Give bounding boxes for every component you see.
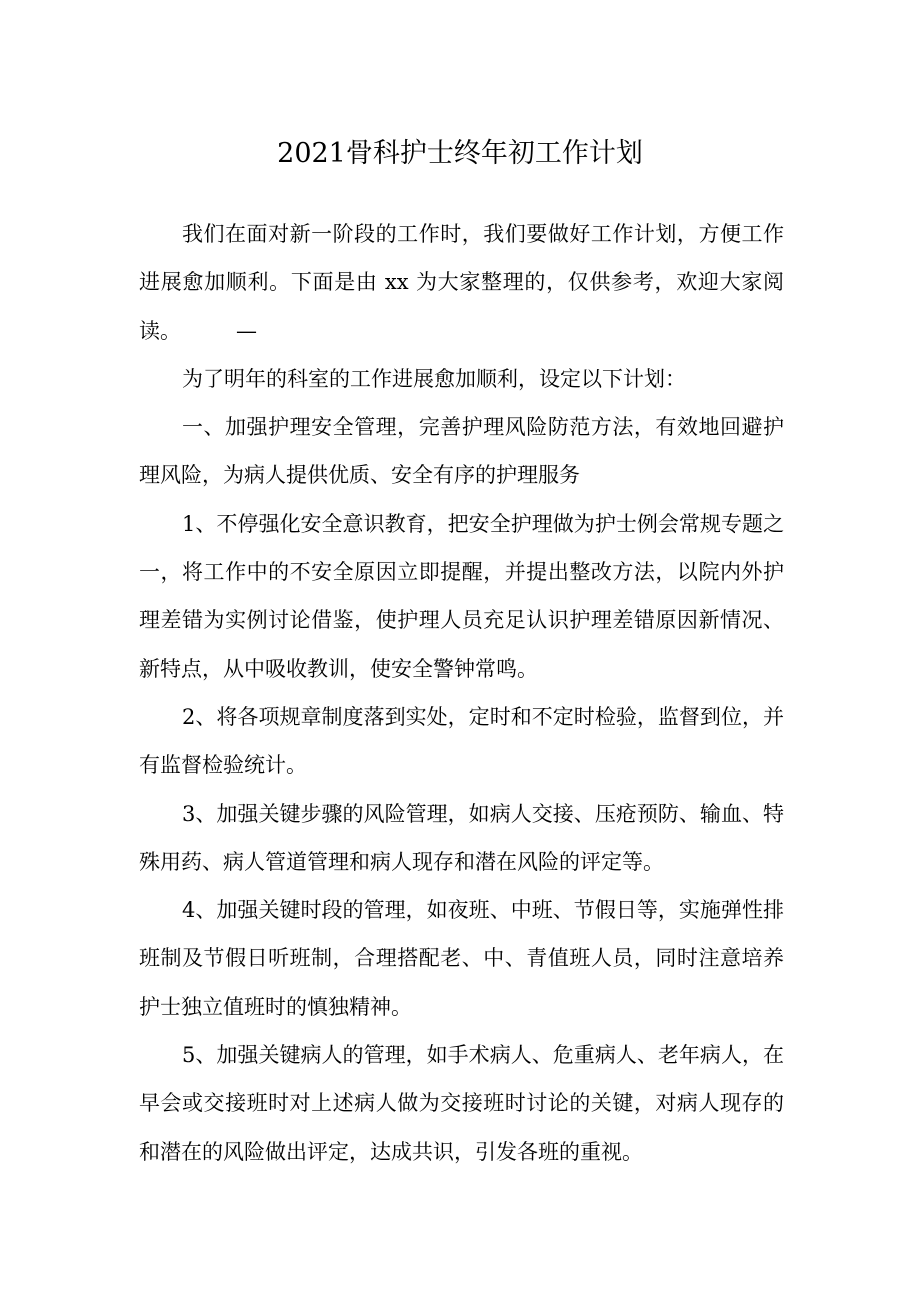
intro-paragraph <box>139 210 784 355</box>
paragraph-item-3: 3、加强关键步骤的风险管理，如病人交接、压疮预防、输血、特殊用药、病人管道管理和病人现存和潜在风险的评定等。 <box>139 801 784 874</box>
document-title: 2021骨科护士终年初工作计划 <box>277 138 643 170</box>
paragraph-section-1: 一、加强护理安全管理，完善护理风险防范方法，有效地回避护理风险，为病人提供优质、安全有序的护理服务 <box>139 415 784 488</box>
paragraph-item-5: 5、加强关键病人的管理，如手术病人、危重病人、老年病人，在早会或交接班时对上述病人做为交接班时讨论的关键，对病人现存的和潜在的风险做出评定，达成共识，引发各班的重视。 <box>139 1043 784 1164</box>
paragraph-item-1: 1、不停强化安全意识教育，把安全护理做为护士例会常规专题之一，将工作中的不安全原因立即提醒，并提出整改方法，以院内外护理差错为实例讨论借鉴，使护理人员充足认识护理差错原因新情况、新特点，从中吸收教训，使安全警钟常鸣。 <box>139 511 784 681</box>
paragraph-item-2: 2、将各项规章制度落到实处，定时和不定时检验，监督到位，并有监督检验统计。 <box>139 704 784 778</box>
intro-text: 我们在面对新一阶段的工作时，我们要做好工作计划，方便工作进展愈加顺利。下面是由 xx 为大家整理的，仅供参考，欢迎大家阅读。 <box>139 222 784 343</box>
intro-dash: — <box>236 318 257 343</box>
paragraph-item-4: 4、加强关键时段的管理，如夜班、中班、节假日等，实施弹性排班制及节假日听班制，合理搭配老、中、青值班人员，同时注意培养护士独立值班时的慎独精神。 <box>139 898 784 1019</box>
paragraph-plan-intro: 为了明年的科室的工作进展愈加顺利，设定以下计划： <box>182 366 686 391</box>
document-body <box>139 210 784 1176</box>
